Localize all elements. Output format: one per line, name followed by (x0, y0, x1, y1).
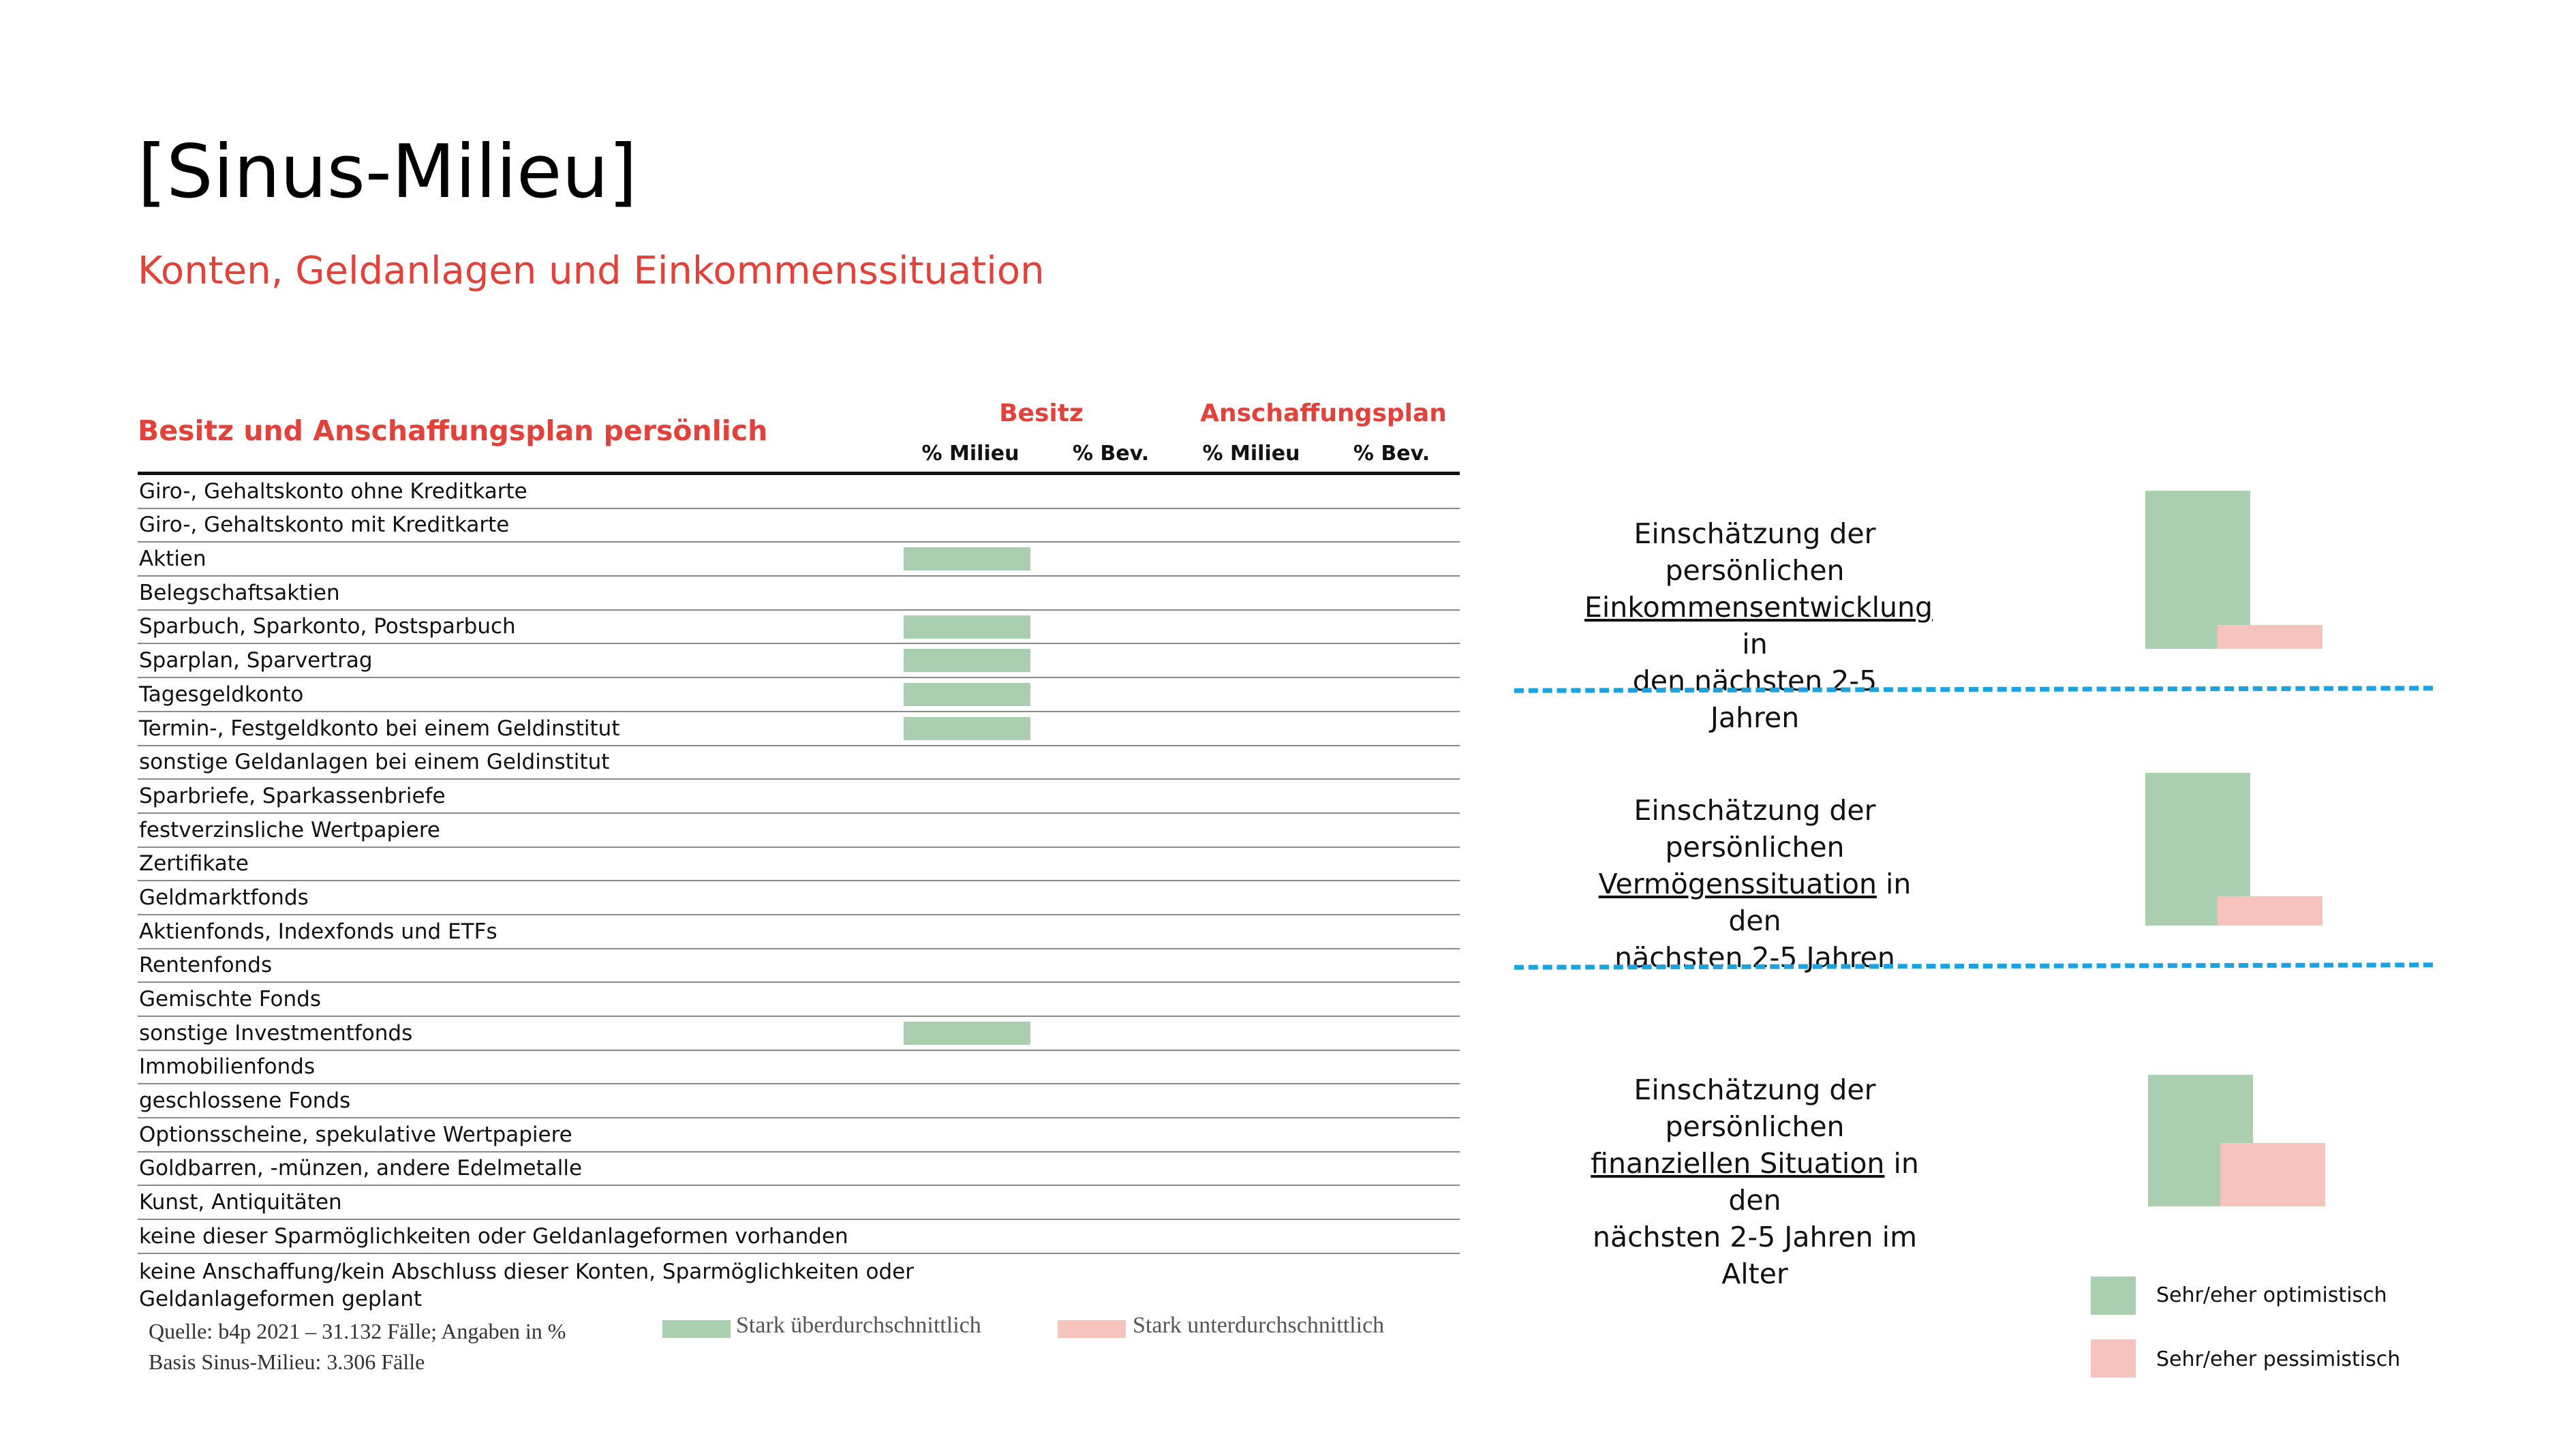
row-label: Sparbuch, Sparkonto, Postsparbuch (139, 614, 516, 639)
row-label: Kunst, Antiquitäten (139, 1190, 342, 1215)
row-label: keine Anschaffung/kein Abschluss dieser Konten, Sparmöglichkeiten oder Geldanlageformen geplant (139, 1259, 914, 1311)
table-row (138, 611, 1460, 645)
row-label: Immobilienfonds (139, 1054, 316, 1080)
table-row (138, 780, 1460, 814)
table-row (138, 577, 1460, 611)
panel-text-einkommen (1584, 515, 1933, 736)
row-label: sonstige Investmentfonds (139, 1020, 413, 1046)
table-row (138, 475, 1460, 509)
table-row (138, 712, 1460, 746)
table-row (138, 1254, 1460, 1310)
legend-pessimistic-label: Sehr/eher pessimistisch (2156, 1347, 2401, 1371)
above-average-marker (904, 1022, 1030, 1045)
col-header-besitz-bev: % Bev. (1072, 442, 1150, 466)
legend-pessimistic-swatch (2091, 1339, 2136, 1377)
group-header-anschaffungsplan: Anschaffungsplan (1200, 399, 1447, 427)
table-row (138, 1118, 1460, 1153)
row-label: Belegschaftsaktien (139, 580, 340, 605)
panel-2-tail: nächsten 2-5 Jahren (1614, 941, 1895, 974)
table-row (138, 949, 1460, 983)
panel-2-pre: Einschätzung der persönlichen (1634, 794, 1876, 864)
col-header-plan-milieu: % Milieu (1202, 442, 1300, 466)
table-row (138, 509, 1460, 543)
table-row (138, 983, 1460, 1017)
row-label: Zertifikate (139, 851, 249, 876)
row-label: Aktien (139, 547, 206, 572)
bar-pessimistic-3 (2220, 1143, 2325, 1206)
table-row (138, 1084, 1460, 1118)
above-average-marker (904, 683, 1030, 706)
above-average-marker (904, 615, 1030, 639)
col-header-plan-bev: % Bev. (1353, 442, 1430, 466)
above-average-marker (904, 649, 1030, 672)
table-row (138, 881, 1460, 915)
legend-above-swatch (662, 1320, 731, 1338)
panel-text-alter (1584, 1071, 1925, 1292)
row-label: Optionsscheine, spekulative Wertpapiere (139, 1122, 572, 1147)
row-label: Sparplan, Sparvertrag (139, 648, 373, 673)
table-row (138, 1051, 1460, 1085)
row-label: Giro-, Gehaltskonto mit Kreditkarte (139, 513, 510, 538)
source-line-2: Basis Sinus-Milieu: 3.306 Fälle (149, 1349, 425, 1374)
panel-1-tail: den nächsten 2-5 Jahren (1632, 665, 1877, 734)
row-label: Giro-, Gehaltskonto ohne Kreditkarte (139, 478, 527, 504)
panel-1-keyword: Einkommensentwicklung (1584, 591, 1933, 624)
table-row (138, 746, 1460, 780)
row-label: Gemischte Fonds (139, 987, 321, 1011)
table-row (138, 814, 1460, 848)
legend-above-label: Stark überdurchschnittlich (736, 1313, 981, 1338)
table-row (138, 1186, 1460, 1220)
table-title: Besitz und Anschaffungsplan persönlich (138, 414, 768, 447)
row-label: Sparbriefe, Sparkassenbriefe (139, 783, 446, 808)
table-row (138, 915, 1460, 949)
table-row (138, 678, 1460, 712)
above-average-marker (904, 717, 1030, 740)
row-label: keine dieser Sparmöglichkeiten oder Geldanlageformen vorhanden (139, 1223, 848, 1249)
panel-2-keyword: Vermögenssituation (1598, 868, 1877, 900)
panel-text-vermoegen (1584, 792, 1925, 976)
row-label: Aktienfonds, Indexfonds und ETFs (139, 919, 497, 944)
group-header-besitz: Besitz (999, 399, 1084, 427)
table-row (138, 1220, 1460, 1254)
row-label: Tagesgeldkonto (139, 682, 304, 707)
row-label: Geldmarktfonds (139, 885, 309, 910)
bar-pessimistic-1 (2218, 625, 2322, 649)
data-table (138, 472, 1460, 1310)
panel-3-tail: nächsten 2-5 Jahren im Alter (1592, 1221, 1918, 1290)
panel-3-keyword: finanziellen Situation (1591, 1147, 1885, 1180)
table-row (138, 644, 1460, 678)
bar-pessimistic-2 (2218, 896, 2322, 926)
panel-3-pre: Einschätzung der persönlichen (1634, 1073, 1876, 1143)
col-header-besitz-milieu: % Milieu (921, 442, 1019, 466)
page-subtitle: Konten, Geldanlagen und Einkommenssituation (138, 249, 1045, 293)
legend-below-label: Stark unterdurchschnittlich (1133, 1313, 1385, 1338)
row-label: festverzinsliche Wertpapiere (139, 817, 440, 842)
row-label: Goldbarren, -münzen, andere Edelmetalle (139, 1156, 583, 1181)
row-label: Rentenfonds (139, 953, 273, 978)
legend-optimistic-swatch (2091, 1277, 2136, 1315)
legend-below-swatch (1058, 1320, 1126, 1338)
panel-2-post: in den (1728, 868, 1912, 937)
row-label: Termin-, Festgeldkonto bei einem Geldinstitut (139, 716, 620, 741)
panel-1-pre: Einschätzung der persönlichen (1634, 517, 1876, 587)
panel-1-post: in (1742, 628, 1768, 660)
row-label: sonstige Geldanlagen bei einem Geldinstitut (139, 750, 610, 775)
table-row (138, 1153, 1460, 1187)
table-row (138, 1017, 1460, 1051)
table-row (138, 848, 1460, 882)
above-average-marker (904, 547, 1030, 570)
panel-3-post: in den (1728, 1147, 1919, 1217)
table-row (138, 543, 1460, 577)
legend-optimistic-label: Sehr/eher optimistisch (2156, 1283, 2387, 1307)
source-line-1: Quelle: b4p 2021 – 31.132 Fälle; Angaben in % (149, 1319, 566, 1343)
row-label: geschlossene Fonds (139, 1088, 351, 1114)
page-title: [Sinus-Milieu] (138, 129, 638, 215)
